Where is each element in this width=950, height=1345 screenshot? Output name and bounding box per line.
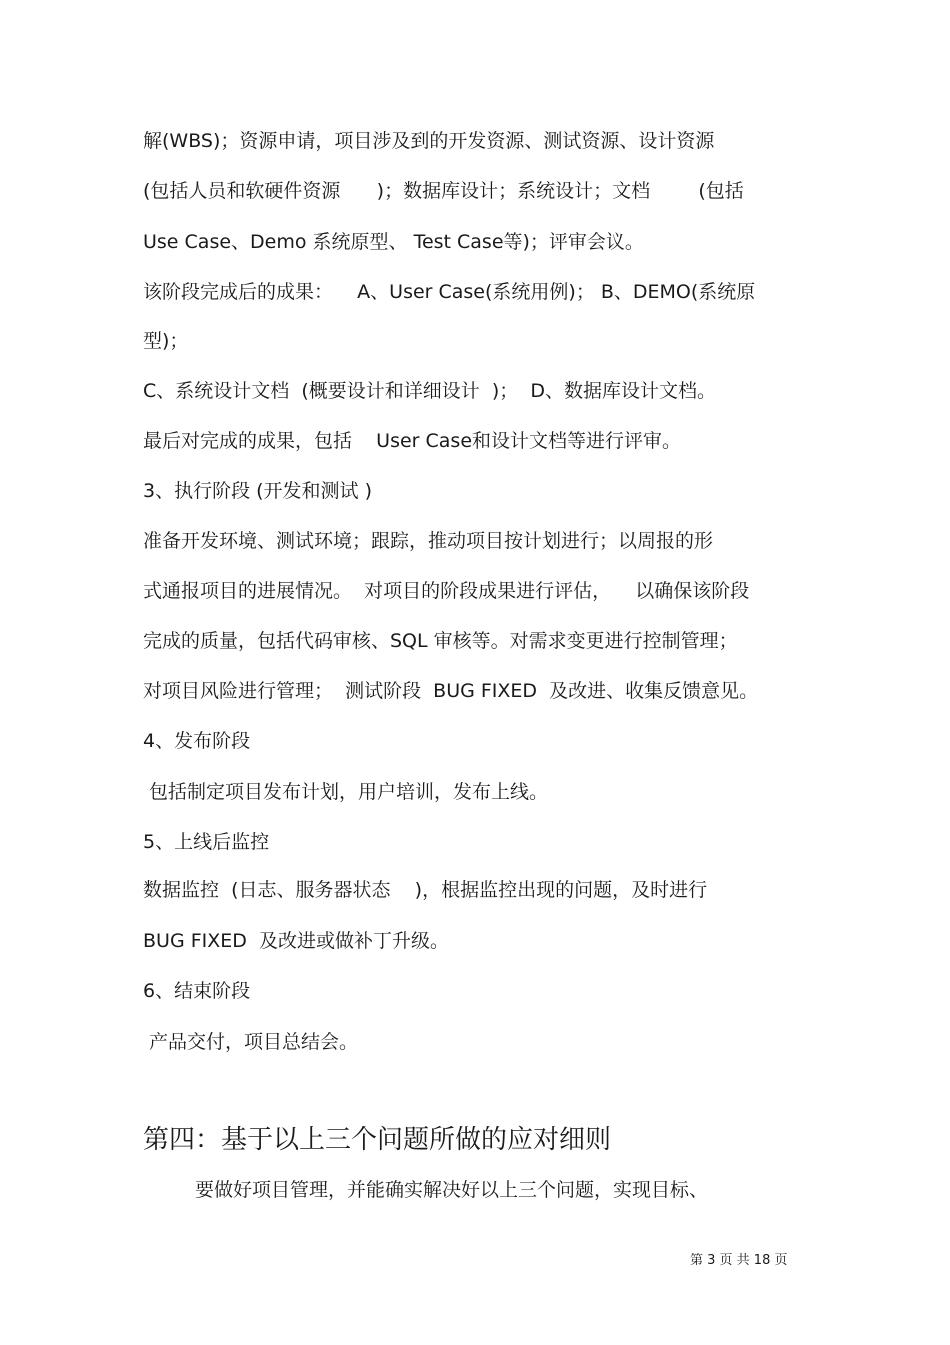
body-line-4: 该阶段完成后的成果： A、User Case(系统用例)； B、DEMO(系统原 — [143, 281, 756, 303]
body-line-14: BUG FIXED 及改进或做补丁升级。 — [143, 930, 449, 952]
body-line-3: Use Case、Demo 系统原型、 Test Case等)；评审会议。 — [143, 231, 644, 253]
body-line-11: 对项目风险进行管理； 测试阶段 BUG FIXED 及改进、收集反馈意见。 — [143, 680, 759, 702]
step-heading-4: 4、发布阶段 — [143, 730, 251, 752]
body-line-10: 完成的质量，包括代码审核、SQL 审核等。对需求变更进行控制管理； — [143, 630, 738, 652]
body-line-7: 最后对完成的成果，包括 User Case和设计文档等进行评审。 — [143, 430, 682, 452]
section-intro: 要做好项目管理，并能确实解决好以上三个问题，实现目标、 — [195, 1179, 709, 1201]
body-line-2: (包括人员和软硬件资源 )；数据库设计；系统设计；文档 (包括 — [143, 180, 744, 202]
body-line-12: 包括制定项目发布计划，用户培训，发布上线。 — [149, 781, 549, 803]
section-heading: 第四：基于以上三个问题所做的应对细则 — [143, 1125, 612, 1155]
body-line-13: 数据监控 (日志、服务器状态 )，根据监控出现的问题，及时进行 — [143, 879, 708, 901]
body-line-8: 准备开发环境、测试环境；跟踪，推动项目按计划进行；以周报的形 — [143, 530, 714, 552]
body-line-6: C、系统设计文档 (概要设计和详细设计 )； D、数据库设计文档。 — [143, 380, 716, 402]
step-heading-5: 5、上线后监控 — [143, 831, 270, 853]
body-line-9: 式通报项目的进展情况。 对项目的阶段成果进行评估， 以确保该阶段 — [143, 580, 750, 602]
body-line-1: 解(WBS)；资源申请，项目涉及到的开发资源、测试资源、设计资源 — [143, 130, 715, 152]
body-line-5: 型)； — [143, 330, 189, 352]
page-footer: 第 3 页 共 18 页 — [690, 1253, 788, 1268]
body-line-15: 产品交付，项目总结会。 — [149, 1031, 359, 1053]
step-heading-3: 3、执行阶段 (开发和测试 ) — [143, 480, 372, 502]
step-heading-6: 6、结束阶段 — [143, 980, 251, 1002]
